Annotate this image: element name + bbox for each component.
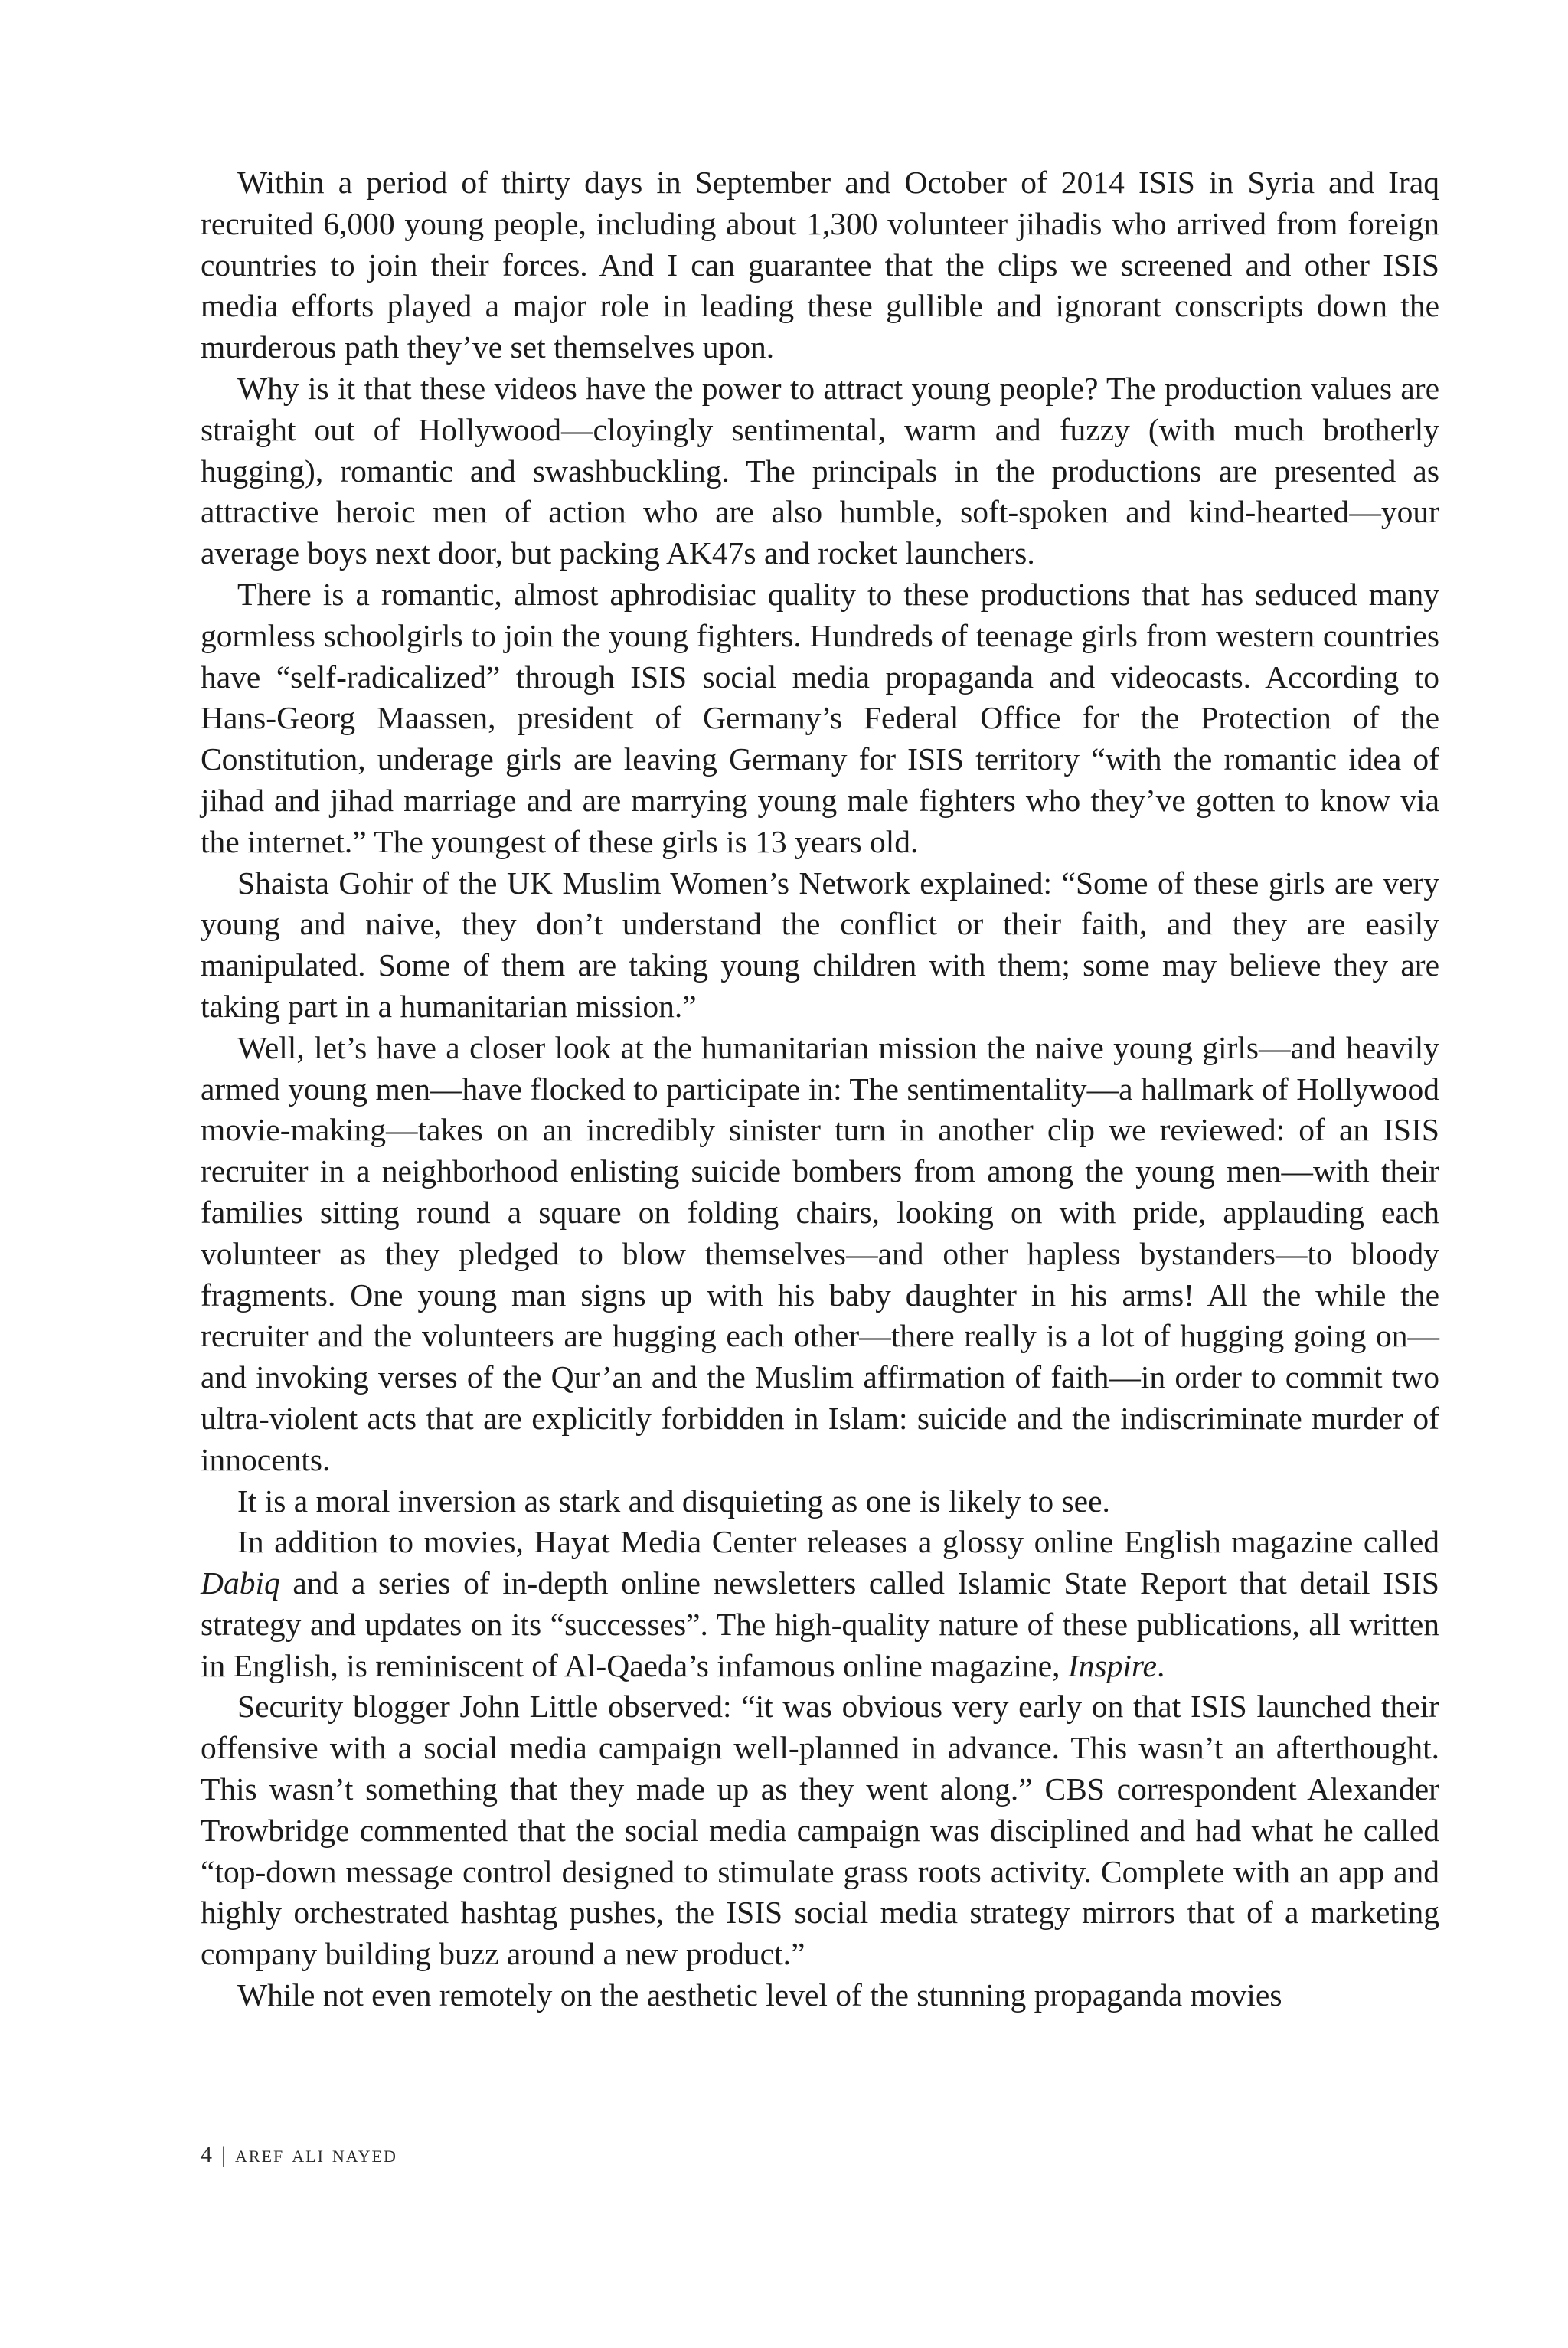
page-number: 4 [201, 2142, 214, 2167]
running-author: aref ali nayed [235, 2140, 397, 2167]
footer-separator: | [221, 2142, 228, 2167]
paragraph-social-media-campaign: Security blogger John Little observed: “it was obvious very early on that ISIS launched their offensive with a social media campaign well-planned in advance. This wasn’t an afterthought. This wasn’t something that they made up as they went along.” CBS correspondent Alexander Trowbridge commented that the social media campaign was disciplined and had what he called “top-down message control designed to stimulate grass roots activity. Complete with an app and highly orchestrated hashtag pushes, the ISIS social media strategy mirrors that of a marketing company building buzz around a new product.” [201, 1689, 1439, 1972]
magazine-text-2: and a series of in-depth online newsletters called Islamic State Report that detail ISIS strategy and updates on its “successes”. The high-quality nature of these publications, all written in English, is reminiscent of Al-Qaeda’s infamous online magazine, [201, 1565, 1439, 1683]
body-text [201, 162, 1439, 2016]
paragraph-magazine [201, 1522, 1439, 1686]
magazine-text-1: In addition to movies, Hayat Media Center releases a glossy online English magazine called [237, 1524, 1439, 1560]
paragraph-recruitment: Within a period of thirty days in September and October of 2014 ISIS in Syria and Iraq recruited 6,000 young people, including about 1,300 volunteer jihadis who arrived from foreign countries to join their forces. And I can guarantee that the clips we screened and other ISIS media efforts played a major role in leading these gullible and ignorant conscripts down the murderous path they’ve set themselves upon. [201, 165, 1439, 365]
paragraph-moral-inversion: It is a moral inversion as stark and disquieting as one is likely to see. [237, 1483, 1110, 1519]
magazine-text-3: . [1156, 1647, 1165, 1683]
paragraph-production-values: Why is it that these videos have the power to attract young people? The production values are straight out of Hollywood—cloyingly sentimental, warm and fuzzy (with much brotherly hugging), romantic and swashbuckling. The principals in the productions are presented as attractive heroic men of action who are also humble, soft-spoken and kind-hearted—your average boys next door, but packing AK47s and rocket launchers. [201, 370, 1439, 571]
paragraph-humanitarian-mission: Well, let’s have a closer look at the humanitarian mission the naive young girls—and heavily armed young men—have flocked to participate in: The sentimentality—a hallmark of Hollywood movie-making—takes on an incredibly sinister turn in another clip we reviewed: of an ISIS recruiter in a neighborhood enlisting suicide bombers from among the young men—with their families sitting round a square on folding chairs, looking on with pride, applauding each volunteer as they pledged to blow themselves—and other hapless bystanders—to bloody fragments. One young man signs up with his baby daughter in his arms! All the while the recruiter and the volunteers are hugging each other—there really is a lot of hugging going on—and invoking verses of the Qur’an and the Muslim affirmation of faith—in order to commit two ultra-violent acts that are explicitly forbidden in Islam: suicide and the indiscriminate murder of innocents. [201, 1029, 1439, 1477]
paragraph-aesthetic-level: While not even remotely on the aesthetic level of the stunning propaganda movies [237, 1977, 1282, 2013]
magazine-title-dabiq: Dabiq [201, 1565, 280, 1601]
page-footer [201, 2140, 397, 2168]
magazine-title-inspire: Inspire [1067, 1647, 1157, 1683]
paragraph-shaista-gohir: Shaista Gohir of the UK Muslim Women’s Network explained: “Some of these girls are very young and naive, they don’t understand the conflict or their faith, and they are easily manipulated. Some of them are taking young children with them; some may believe they are taking part in a humanitarian mission.” [201, 865, 1439, 1024]
paragraph-romantic-quality: There is a romantic, almost aphrodisiac quality to these productions that has seduced many gormless schoolgirls to join the young fighters. Hundreds of teenage girls from western countries have “self-radicalized” through ISIS social media propaganda and videocasts. According to Hans-Georg Maassen, president of Germany’s Federal Office for the Protection of the Constitution, underage girls are leaving Germany for ISIS territory “with the romantic idea of jihad and jihad marriage and are marrying young male fighters who they’ve gotten to know via the internet.” The youngest of these girls is 13 years old. [201, 576, 1439, 859]
